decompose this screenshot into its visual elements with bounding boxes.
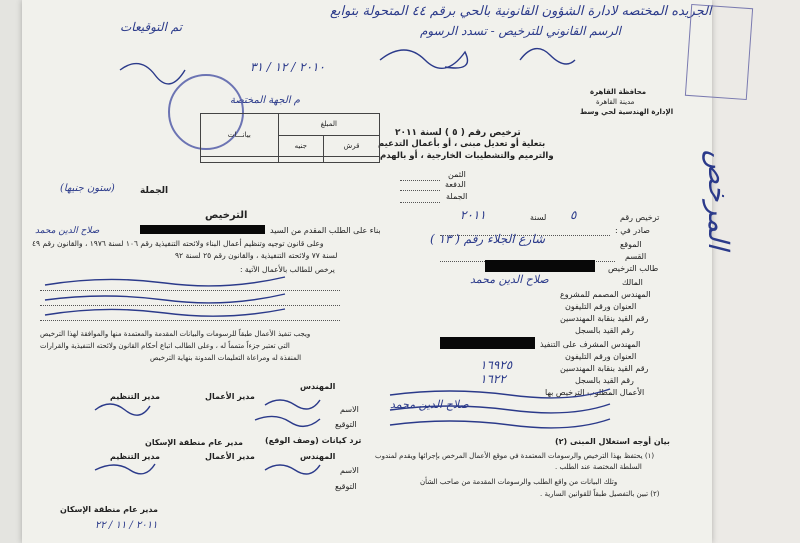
works-notes-hand-3 (390, 404, 610, 413)
signature-scribble-7 (265, 465, 320, 474)
permit-para4: يرخص للطالب بالأعمال الآتية : (240, 265, 335, 274)
total-label: الجملة (446, 192, 468, 201)
planning-manager-label-2: مدير التنظيم (110, 452, 160, 461)
works-notes-hand-2 (390, 389, 610, 398)
city-name: مدينة القاهرة (596, 98, 635, 106)
usage-title: بيان أوجه استغلال المبنى (٢) (555, 437, 670, 446)
permit-heading: الترخيص (205, 210, 248, 221)
top-note-line2: الرسم القانوني للترخيص - تسدد الرسوم (420, 24, 621, 38)
footnote-1b: السلطة المختصة عند الطلب . (555, 463, 642, 471)
syndicate2-label: رقم القيد بنقابة المهندسين (560, 364, 649, 373)
works-notes-hand-1: صلاح الدين محمد (390, 398, 469, 411)
project-engineer-label: المهندس المصمم للمشروع (560, 290, 651, 299)
fee-table-header-amount: المبلغ (278, 114, 379, 136)
fee-total-label: الجملة (140, 186, 169, 196)
planning-manager-label: مدير التنظيم (110, 392, 160, 401)
housing-gm-label-2: مدير عام منطقة الإسكان (60, 505, 158, 514)
margin-vertical-note: المرخص (702, 150, 735, 250)
payment-label: الدفعة (445, 180, 466, 189)
top-note-line3: تم التوقيعات (120, 20, 183, 34)
fee-table-sub-piaster: قرش (324, 135, 380, 157)
license-title: ترخيص رقم ( ٥ ) لسنة ٢٠١١ (395, 128, 521, 138)
permit-para2: وعلى قانون توجيه وتنظيم أعمال البناء ولائحته التنفيذية رقم ١٠٦ لسنة ١٩٧٦ ، والقانون رقم ٤٩ (32, 239, 324, 248)
syndicate2-value: ١٦٩٢٥ (480, 358, 513, 372)
registry2-value: ١٦٢٢ (480, 372, 506, 386)
signature-scribble-4 (265, 400, 320, 409)
footnote-3: (٢) تبين بالتفصيل طبقاً للقوانين السارية . (540, 490, 660, 498)
year-value: ٢٠١١ (460, 208, 486, 222)
name-label-2: الاسم (340, 466, 359, 475)
footnote-1: (١) يحتفظ بهذا الترخيص والرسومات المعتمدة في موقع الأعمال المرخص بإجرائها ويقدم لمندوب (375, 452, 655, 460)
owner-value: صلاح الدين محمد (470, 273, 549, 286)
year-label: لسنة (530, 213, 547, 222)
license-no-value: ٥ (570, 208, 577, 222)
permit-para6: التي تعتبر جزءاً متمماً له ، وعلى الطالب اتباع أحكام القانون ولائحته التنفيذية والقرارات (40, 342, 290, 350)
fee-total-value: (ستون جنيها) (60, 183, 115, 194)
signature-scribble-3 (520, 49, 575, 64)
department-name: الإدارة الهندسية لحي وسط (580, 108, 674, 116)
signature-label-2: التوقيع (335, 482, 357, 491)
works-manager-label: مدير الأعمال (205, 392, 255, 401)
signature-date: ٢٠١١ / ١١ / ٢٢ (95, 520, 158, 531)
supervisor-label: المهندس المشرف على التنفيذ (540, 340, 641, 349)
gov-name: محافظة القاهرة (590, 88, 647, 96)
permit-para5: ويجب تنفيذ الأعمال طبقاً للرسومات والبيانات المقدمة والمعتمدة منها والموافقة لهذا الترخيص (40, 330, 311, 338)
name-label-1: الاسم (340, 405, 359, 414)
top-note-signature: م الجهة المختصة (230, 95, 300, 106)
permit-works-hand-2 (45, 294, 285, 303)
owner-label: المالك (622, 278, 643, 287)
permit-works-hand-1 (45, 277, 285, 286)
top-note-date: ٢٠١٠ / ١٢ / ٣١ (250, 60, 325, 74)
applicant-label: طالب الترخيص (608, 264, 659, 273)
works-notes-label: الأعمال المطلوب الترخيص بها (545, 388, 645, 397)
signature-scribble-8 (95, 464, 155, 474)
renewals-label: ترد كيانات (وصف الوقع) (265, 436, 362, 445)
signature-label-1: التوقيع (335, 420, 357, 429)
license-subtitle-1: بتعلية أو تعديل مبنى ، أو بأعمال التدعيم (378, 139, 546, 149)
registry-label: رقم القيد بالسجل (575, 326, 634, 335)
signature-scribble-2 (380, 50, 468, 68)
phone-label: العنوان ورقم التليفون (565, 352, 637, 361)
issued-label: صادر في : (615, 226, 650, 235)
location-value: شارع الجلاء رقم ( ١٣ ) (430, 232, 546, 246)
footnote-2: وتلك البيانات من واقع الطلب والرسومات المقدمة من صاحب الشأن (420, 478, 618, 486)
permit-para1-hand: صلاح الدين محمد (35, 226, 100, 236)
works-notes-hand-4 (390, 419, 610, 428)
permit-para7: المنفذة له ومراعاة التعليمات المدونة بنهاية الترخيص (150, 354, 302, 362)
license-no-label: ترخيص رقم (620, 213, 660, 222)
license-subtitle-2: والترميم والتشطيبات الخارجية ، أو بالهدم (380, 151, 554, 161)
syndicate-label: رقم القيد بنقابة المهندسين (560, 314, 649, 323)
fee-table-sub-pound: جنيه (278, 135, 324, 157)
section-label: القسم (625, 252, 647, 261)
signature-scribble-5 (255, 416, 320, 426)
address-label: العنوان ورقم التليفون (565, 302, 637, 311)
permit-works-hand-3 (45, 309, 285, 316)
housing-gm-label-1: مدير عام منطقة الإسكان (145, 438, 243, 447)
permit-para1: بناء على الطلب المقدم من السيد (270, 226, 381, 235)
signature-scribble-1 (120, 64, 185, 84)
registry2-label: رقم القيد بالسجل (575, 376, 634, 385)
engineer-label: المهندس (300, 382, 336, 391)
signature-scribble-6 (95, 404, 150, 415)
fee-table-header-details: بيانـــات (201, 114, 279, 157)
works-manager-label-2: مدير الأعمال (205, 452, 255, 461)
engineer-label-2: المهندس (300, 452, 336, 461)
price-label: الثمن (448, 170, 466, 179)
permit-para3: لسنة ٧٧ ولائحته التنفيذية ، والقانون رقم ٢٥ لسنة ٩٢ (175, 251, 338, 260)
location-label: الموقع (620, 240, 642, 249)
top-note-line1: الجريده المختصه لادارة الشؤون القانونية بالحي برقم ٤٤ المتحولة بتوابع (330, 4, 712, 19)
